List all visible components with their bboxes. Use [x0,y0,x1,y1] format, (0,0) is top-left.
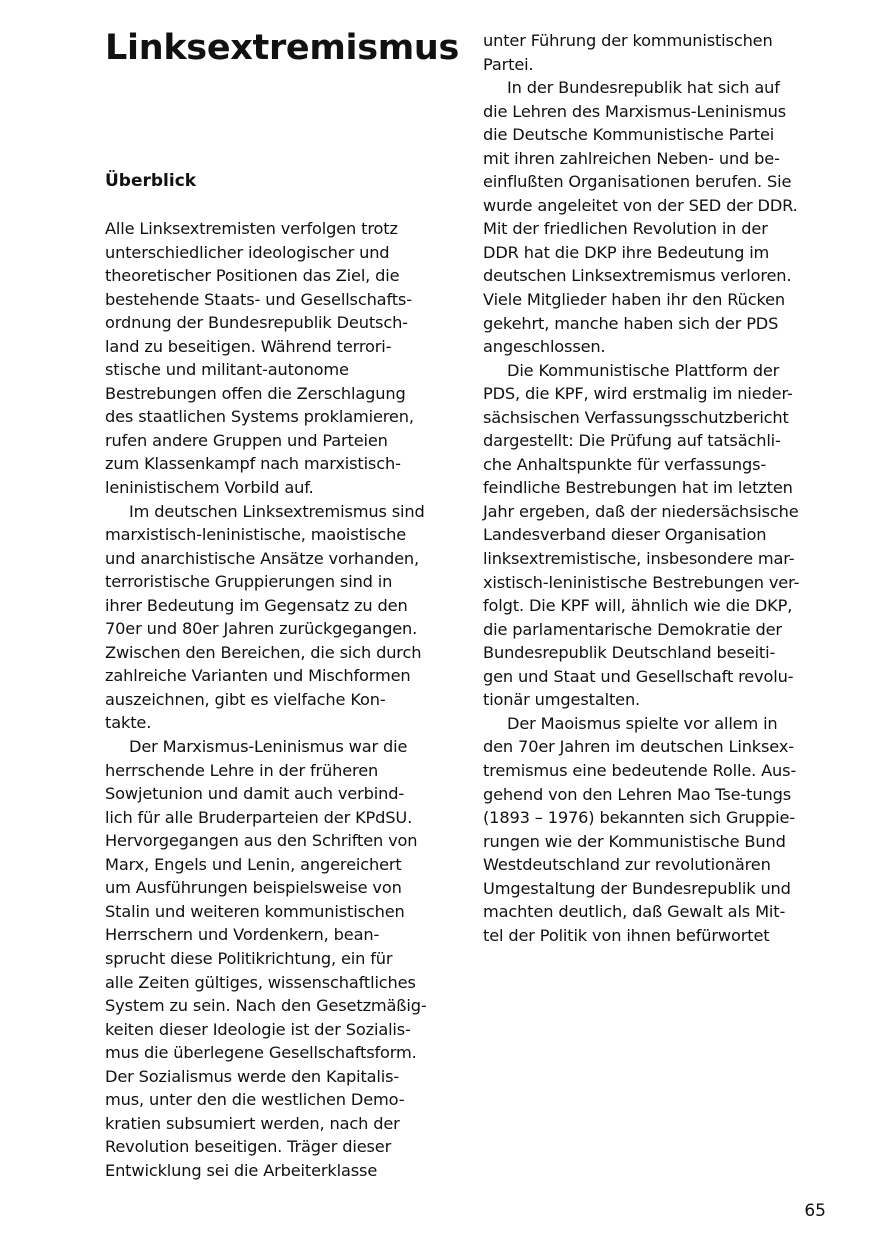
text-line: leninistischem Vorbild auf. [105,478,314,498]
text-line: mit ihren zahlreichen Neben- und be- [483,148,780,168]
text-line: mus die überlegene Gesellschaftsform. [105,1043,417,1063]
text-line: machten deutlich, daß Gewalt als Mit- [483,902,786,922]
text-line: Alle Linksextremisten verfolgen trotz [105,219,398,238]
text-line: DDR hat die DKP ihre Bedeutung im [483,242,770,262]
right-text-column [483,29,833,947]
page-number: 65 [804,1201,826,1221]
text-line: tremismus eine bedeutende Rolle. Aus- [483,760,797,780]
text-line: angeschlossen. [483,337,606,357]
text-line: Stalin und weiteren kommunistischen [105,901,405,921]
text-line: Der Sozialismus werde den Kapitalis- [105,1066,400,1086]
text-line: wurde angeleitet von der SED der DDR. [483,195,798,215]
text-line: land zu beseitigen. Während terrori- [105,336,392,356]
text-line: In der Bundesrepublik hat sich auf [507,78,780,98]
text-line: die parlamentarische Demokratie der [483,619,782,639]
text-line: deutschen Linksextremismus verloren. [483,266,792,286]
text-line: herrschende Lehre in der früheren [105,760,379,780]
text-line: Der Maoismus spielte vor allem in [507,713,778,733]
text-line: che Anhaltspunkte für verfassungs- [483,454,767,474]
text-line: Mit der friedlichen Revolution in der [483,219,768,239]
text-line: 70er und 80er Jahren zurückgegangen. [105,619,418,639]
text-line: (1893 – 1976) bekannten sich Gruppie- [483,808,796,828]
text-line: die Deutsche Kommunistische Partei [483,125,775,145]
text-line: Zwischen den Bereichen, die sich durch [105,642,422,662]
text-line: Partei. [483,54,534,74]
text-line: takte. [105,713,152,733]
text-line: die Lehren des Marxismus-Leninismus [483,101,787,121]
text-line: bestehende Staats- und Gesellschafts- [105,289,412,309]
text-line: und anarchistische Ansätze vorhanden, [105,548,419,568]
text-line: lich für alle Bruderparteien der KPdSU. [105,807,413,827]
text-line: mus, unter den die westlichen Demo- [105,1090,405,1110]
text-line: stische und militant-autonome [105,360,349,380]
text-line: Die Kommunistische Plattform der [507,360,780,380]
text-line: Landesverband dieser Organisation [483,525,767,545]
text-line: gen und Staat und Gesellschaft revolu- [483,666,794,686]
text-line: sächsischen Verfassungsschutzbericht [483,407,789,427]
text-line: rungen wie der Kommunistische Bund [483,831,786,851]
text-line: Viele Mitglieder haben ihr den Rücken [483,290,786,310]
text-line: einflußten Organisationen berufen. Sie [483,172,792,192]
text-line: des staatlichen Systems proklamieren, [105,407,414,427]
page-title: Linksextremismus [105,28,460,68]
section-heading: Überblick [105,171,197,191]
text-line: Entwicklung sei die Arbeiterklasse [105,1160,378,1180]
text-line: feindliche Bestrebungen hat im letzten [483,478,793,498]
text-line: unter Führung der kommunistischen [483,31,773,50]
text-line: ordnung der Bundesrepublik Deutsch- [105,313,408,333]
text-line: um Ausführungen beispielsweise von [105,878,402,898]
text-line: xistisch-leninistische Bestrebungen ver- [483,572,800,592]
text-line: Revolution beseitigen. Träger dieser [105,1137,392,1157]
text-line: Westdeutschland zur revolutionären [483,855,771,875]
text-line: kratien subsumiert werden, nach der [105,1113,400,1133]
left-text-column [105,217,455,1182]
text-line: Herrschern und Vordenkern, bean- [105,925,380,945]
text-line: tel der Politik von ihnen befürwortet [483,925,770,945]
text-line: Der Marxismus-Leninismus war die [129,737,408,757]
text-line: gehend von den Lehren Mao Tse-tungs [483,784,791,804]
text-line: dargestellt: Die Prüfung auf tatsächli- [483,431,781,451]
text-line: terroristische Gruppierungen sind in [105,572,393,592]
text-line: PDS, die KPF, wird erstmalig im nieder- [483,384,793,404]
text-line: marxistisch-leninistische, maoistische [105,525,407,545]
text-line: den 70er Jahren im deutschen Linksex- [483,737,794,757]
text-line: System zu sein. Nach den Gesetzmäßig- [105,996,427,1016]
text-line: zum Klassenkampf nach marxistisch- [105,454,401,474]
text-line: Jahr ergeben, daß der niedersächsische [483,501,799,521]
text-line: linksextremistische, insbesondere mar- [483,549,795,569]
text-line: Im deutschen Linksextremismus sind [129,501,425,521]
text-line: unterschiedlicher ideologischer und [105,242,390,262]
text-line: Bundesrepublik Deutschland beseiti- [483,643,776,663]
text-line: keiten dieser Ideologie ist der Sozialis- [105,1019,411,1039]
text-line: Bestrebungen offen die Zerschlagung [105,383,406,403]
text-line: Hervorgegangen aus den Schriften von [105,831,418,851]
text-line: gekehrt, manche haben sich der PDS [483,313,779,333]
text-line: zahlreiche Varianten und Mischformen [105,666,411,686]
text-line: Sowjetunion und damit auch verbind- [105,784,405,804]
text-line: Umgestaltung der Bundesrepublik und [483,878,791,898]
text-line: alle Zeiten gültiges, wissenschaftliches [105,972,416,992]
text-line: sprucht diese Politikrichtung, ein für [105,948,393,968]
text-line: theoretischer Positionen das Ziel, die [105,266,400,286]
text-line: rufen andere Gruppen und Parteien [105,430,388,450]
text-line: folgt. Die KPF will, ähnlich wie die DKP, [483,596,793,616]
text-line: Marx, Engels und Lenin, angereichert [105,854,402,874]
text-line: ihrer Bedeutung im Gegensatz zu den [105,595,408,615]
text-line: tionär umgestalten. [483,690,641,710]
text-line: auszeichnen, gibt es vielfache Kon- [105,689,386,709]
